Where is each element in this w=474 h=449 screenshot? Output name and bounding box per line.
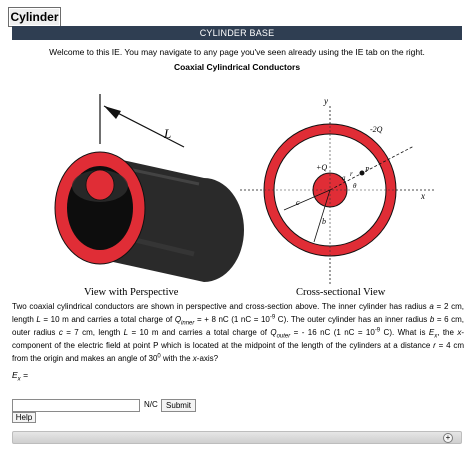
inner-conductor-front [86, 170, 114, 200]
figure [44, 84, 444, 298]
unit-label: N/C [144, 400, 158, 409]
subtitle: Coaxial Cylindrical Conductors [173, 62, 301, 72]
header-bar [12, 26, 462, 40]
caption-perspective: View with Perspective [84, 287, 179, 298]
length-arrow-head [104, 106, 121, 119]
header-title: CYLINDER BASE [199, 28, 275, 38]
cylinder-tab-button[interactable]: Cylinder [8, 7, 61, 27]
figure-svg [44, 84, 444, 298]
inner-charge-label: +Q [316, 163, 328, 172]
point-p-marker [360, 171, 365, 176]
caption-cross-section: Cross-sectional View [296, 287, 386, 298]
plus-circle-icon[interactable]: + [443, 433, 453, 443]
radius-c-label: c [296, 198, 300, 207]
cross-section [240, 96, 434, 284]
angle-label: θ [353, 182, 357, 190]
submit-button[interactable]: Submit [161, 399, 196, 412]
bottom-bar [12, 431, 462, 444]
problem-text: Two coaxial cylindrical conductors are shown in perspective and cross-section above. The inner cylinder has radius a = 2 cm, length L = 10 m and carries a total charge of $Q_{inner}$ = + 8 nC (1 nC = $10^{-9}$ C). The outer cylinder has an inner radius b = 6 cm, outer radius c = 7 cm, length L = 10 m and carries a total charge of $Q_{outer}$ = - 16 nC (1 nC = $10^{-9}$ C). What is $E_x$, the x-component of the electric field at point P which is located at the midpoint of the length of the cylinders at a distance r = 4 cm from the origin and makes an angle of $30^0$ with the x-axis? [12, 302, 465, 363]
radius-r-label: r [350, 170, 353, 178]
radius-b-label: b [322, 217, 326, 226]
answer-label: $E_x$ = [12, 370, 28, 383]
help-button[interactable]: Help [12, 412, 36, 423]
point-p-label: P [365, 166, 370, 174]
y-axis-label: y [324, 96, 328, 106]
x-axis-label: x [421, 191, 425, 201]
perspective-cylinder [55, 94, 244, 282]
length-label: L [164, 126, 172, 141]
outer-charge-label: -2Q [370, 125, 383, 134]
answer-input[interactable] [12, 399, 140, 412]
welcome-text: Welcome to this IE. You may navigate to any page you've seen already using the IE tab on the right. [49, 47, 425, 57]
radius-a-label: a [342, 174, 346, 182]
